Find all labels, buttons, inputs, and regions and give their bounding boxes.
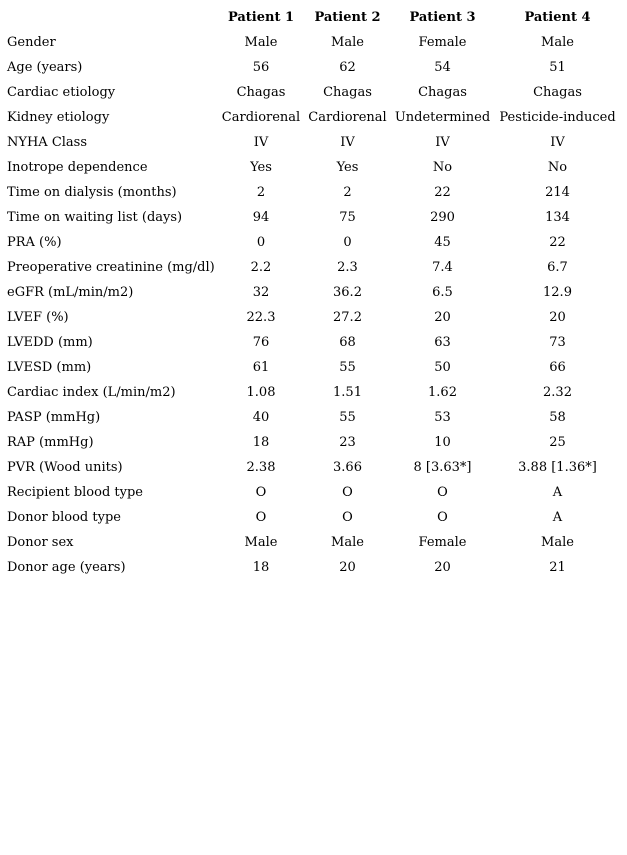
cell-patient-4: 73 xyxy=(549,335,566,350)
cell-patient-1: 2 xyxy=(256,185,266,200)
cell-patient-3: Undetermined xyxy=(394,110,491,125)
header-patient-1: Patient 1 xyxy=(227,10,295,25)
cell-patient-4: 66 xyxy=(549,360,566,375)
table-row xyxy=(4,430,624,455)
cell-patient-2: 23 xyxy=(339,435,356,450)
cell-patient-4: Male xyxy=(541,35,574,50)
cell-patient-4: 22 xyxy=(549,235,566,250)
cell-patient-3: O xyxy=(437,510,448,525)
cell-patient-2: 3.66 xyxy=(333,460,362,475)
header-empty xyxy=(4,5,221,30)
cell-patient-2: O xyxy=(342,485,353,500)
patient-characteristics-table xyxy=(4,5,624,580)
cell-patient-1: Chagas xyxy=(236,85,286,100)
row-label: Time on dialysis (months) xyxy=(7,185,177,200)
cell-patient-3: 1.62 xyxy=(428,385,457,400)
row-label: NYHA Class xyxy=(7,135,88,150)
cell-patient-3: 63 xyxy=(434,335,451,350)
cell-patient-4: 6.7 xyxy=(547,260,568,275)
cell-patient-3: 54 xyxy=(434,60,451,75)
cell-patient-1: 18 xyxy=(252,435,270,450)
cell-patient-2: 68 xyxy=(339,335,356,350)
cell-patient-1: 76 xyxy=(252,335,270,350)
row-label: Cardiac etiology xyxy=(7,85,116,100)
cell-patient-1: 32 xyxy=(252,285,270,300)
cell-patient-1: 1.08 xyxy=(246,385,276,400)
table-row xyxy=(4,480,624,505)
cell-patient-1: 2.2 xyxy=(250,260,272,275)
cell-patient-1: Male xyxy=(244,35,278,50)
table-row xyxy=(4,230,624,255)
cell-patient-3: No xyxy=(432,160,453,175)
cell-patient-3: 53 xyxy=(434,410,451,425)
row-label: LVESD (mm) xyxy=(7,360,92,375)
cell-patient-4: IV xyxy=(550,135,565,150)
cell-patient-2: Yes xyxy=(336,160,359,175)
cell-patient-2: 27.2 xyxy=(333,310,362,325)
table-row xyxy=(4,455,624,480)
cell-patient-1: 40 xyxy=(252,410,270,425)
cell-patient-3: 10 xyxy=(434,435,451,450)
cell-patient-2: 55 xyxy=(339,360,356,375)
cell-patient-4: 20 xyxy=(549,310,566,325)
cell-patient-3: Female xyxy=(418,35,467,50)
row-label: PVR (Wood units) xyxy=(7,460,123,475)
cell-patient-2: 2.3 xyxy=(337,260,358,275)
table-row xyxy=(4,55,624,80)
table-row xyxy=(4,130,624,155)
cell-patient-2: 62 xyxy=(339,60,356,75)
row-label: Time on waiting list (days) xyxy=(7,210,183,225)
cell-patient-3: Female xyxy=(418,535,467,550)
cell-patient-2: Cardiorenal xyxy=(308,110,387,125)
cell-patient-3: Chagas xyxy=(418,85,467,100)
cell-patient-3: 6.5 xyxy=(432,285,453,300)
cell-patient-4: 12.9 xyxy=(543,285,572,300)
table-row xyxy=(4,330,624,355)
cell-patient-3: IV xyxy=(435,135,450,150)
cell-patient-4: 3.88 [1.36*] xyxy=(518,460,597,475)
cell-patient-1: O xyxy=(255,510,267,525)
table-row xyxy=(4,80,624,105)
table-row xyxy=(4,505,624,530)
cell-patient-3: 45 xyxy=(434,235,451,250)
cell-patient-3: 50 xyxy=(434,360,451,375)
header-row xyxy=(4,5,624,30)
cell-patient-1: 56 xyxy=(252,60,270,75)
table-row xyxy=(4,155,624,180)
table-row xyxy=(4,180,624,205)
row-label: PASP (mmHg) xyxy=(7,410,101,425)
cell-patient-1: 61 xyxy=(252,360,270,375)
row-label: RAP (mmHg) xyxy=(7,435,94,450)
cell-patient-3: 290 xyxy=(430,210,455,225)
cell-patient-3: 7.4 xyxy=(432,260,453,275)
cell-patient-4: 58 xyxy=(549,410,566,425)
row-label: Gender xyxy=(7,35,56,50)
cell-patient-3: O xyxy=(437,485,448,500)
cell-patient-3: 8 [3.63*] xyxy=(413,460,472,475)
cell-patient-2: Male xyxy=(331,35,364,50)
table-row xyxy=(4,280,624,305)
table-row xyxy=(4,255,624,280)
cell-patient-2: 1.51 xyxy=(333,385,362,400)
row-label: Kidney etiology xyxy=(7,110,110,125)
cell-patient-1: 94 xyxy=(252,210,270,225)
cell-patient-4: Pesticide-induced xyxy=(499,110,616,125)
row-label: LVEF (%) xyxy=(7,310,69,325)
row-label: Inotrope dependence xyxy=(7,160,148,175)
cell-patient-2: 75 xyxy=(339,210,356,225)
table-row xyxy=(4,530,624,555)
row-label: eGFR (mL/min/m2) xyxy=(7,285,134,300)
table-row xyxy=(4,405,624,430)
cell-patient-1: IV xyxy=(253,135,269,150)
cell-patient-1: 2.38 xyxy=(246,460,276,475)
table-row xyxy=(4,555,624,580)
cell-patient-4: Male xyxy=(541,535,574,550)
cell-patient-4: A xyxy=(552,485,563,500)
cell-patient-4: 21 xyxy=(549,560,566,575)
cell-patient-1: Male xyxy=(244,535,278,550)
cell-patient-4: A xyxy=(552,510,563,525)
cell-patient-2: 20 xyxy=(339,560,356,575)
header-patient-3: Patient 3 xyxy=(409,10,476,25)
cell-patient-4: 214 xyxy=(545,185,570,200)
row-label: LVEDD (mm) xyxy=(7,335,93,350)
cell-patient-2: 2 xyxy=(343,185,352,200)
row-label: Age (years) xyxy=(7,60,83,75)
table-row xyxy=(4,105,624,130)
row-label: Cardiac index (L/min/m2) xyxy=(7,385,176,400)
table-row xyxy=(4,205,624,230)
cell-patient-2: 0 xyxy=(343,235,352,250)
table-row xyxy=(4,305,624,330)
row-label: Donor sex xyxy=(7,535,74,550)
row-label: Preoperative creatinine (mg/dl) xyxy=(7,260,215,275)
row-label: Donor age (years) xyxy=(7,560,126,575)
cell-patient-1: 0 xyxy=(256,235,266,250)
cell-patient-2: Chagas xyxy=(323,85,372,100)
row-label: Recipient blood type xyxy=(7,485,143,500)
cell-patient-3: 20 xyxy=(434,310,451,325)
cell-patient-2: Male xyxy=(331,535,364,550)
table-row xyxy=(4,30,624,55)
cell-patient-1: 22.3 xyxy=(246,310,276,325)
table-row xyxy=(4,380,624,405)
cell-patient-2: O xyxy=(342,510,353,525)
header-patient-2: Patient 2 xyxy=(314,10,381,25)
cell-patient-2: 36.2 xyxy=(333,285,362,300)
cell-patient-2: 55 xyxy=(339,410,356,425)
cell-patient-4: 25 xyxy=(549,435,566,450)
cell-patient-4: Chagas xyxy=(533,85,582,100)
cell-patient-1: 18 xyxy=(252,560,270,575)
cell-patient-1: Yes xyxy=(250,160,272,175)
cell-patient-3: 22 xyxy=(434,185,451,200)
cell-patient-4: No xyxy=(547,160,568,175)
cell-patient-4: 134 xyxy=(545,210,570,225)
row-label: PRA (%) xyxy=(7,235,62,250)
cell-patient-4: 2.32 xyxy=(543,385,572,400)
header-patient-4: Patient 4 xyxy=(524,10,591,25)
cell-patient-1: O xyxy=(255,485,267,500)
cell-patient-3: 20 xyxy=(434,560,451,575)
row-label: Donor blood type xyxy=(7,510,121,525)
cell-patient-1: Cardiorenal xyxy=(221,110,301,125)
table-row xyxy=(4,355,624,380)
cell-patient-2: IV xyxy=(340,135,355,150)
cell-patient-4: 51 xyxy=(549,60,566,75)
